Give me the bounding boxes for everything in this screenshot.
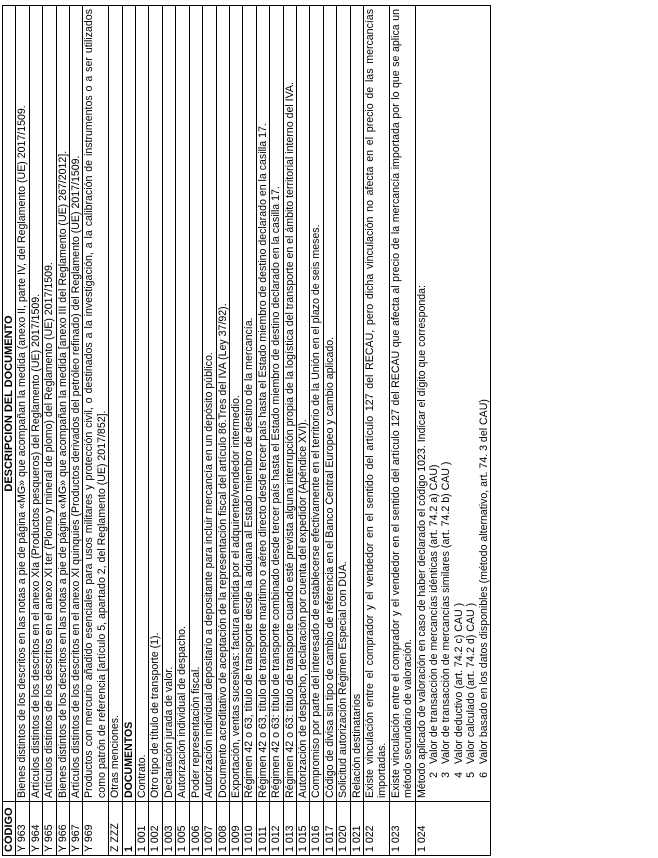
option-text: Valor deductivo (art. 74.2 c) CAU ) [452,602,465,764]
table-row [43,6,56,856]
row-description: Contrato. [136,6,149,802]
document-codes-table [2,5,491,856]
row-code: 1 008 [216,802,229,856]
row-code: 1 016 [310,802,323,856]
section-row [122,6,135,856]
row-code: Y 969 [83,802,109,856]
table-row [203,6,216,856]
row-code: 1 011 [256,802,269,856]
table-row [162,6,175,856]
option-digit: 2 [428,772,440,778]
option-digit: 5 [465,772,478,778]
option-digit: 6 [477,772,490,778]
row-code: Y 964 [29,802,42,856]
row-description: Autorización individual depositario a depositante para incluir mercancía en un depósito público. [203,6,216,802]
method-options [428,9,490,798]
row-description: Otro tipo de título de transporte (1). [149,6,162,802]
row-description: Poder representación fiscal. [189,6,202,802]
option-digit: 3 [440,772,453,778]
row-code: 1 021 [350,802,363,856]
row-description: Compromiso por parte del interesado de establecerse efectivamente en el territorio de la Unión en el plazo de seis meses. [310,6,323,802]
row-description: Artículos distintos de los descritos en el anexo XIa (Productos pesqueros) del Reglamento (UE) 2017/1509. [29,6,42,802]
table-row [270,6,283,856]
row-description: Régimen 42 o 63: título de transporte cuando esté prevista alguna interrupción propia de la logística del transporte en el ámbito territorial interno del IVA. [283,6,296,802]
row-code: 1 022 [363,802,389,856]
row-description: Existe vinculación entre el comprador y el vendedor en el sentido del artículo 127 del RECAU, pero dicha vinculación no afecta en el precio de las mercancías importadas. [363,6,389,802]
row-code: Y 963 [16,802,29,856]
row-description: Solicitud autorización Régimen Especial con DUA. [337,6,350,802]
option-digit: 4 [452,772,465,778]
row-description [415,6,490,802]
row-code: Y 967 [70,802,83,856]
row-description: Régimen 42 o 63, título de transporte desde la aduana al Estado miembro de destino de la mercancía. [243,6,256,802]
table-row [389,6,415,856]
table-row [189,6,202,856]
table-row [216,6,229,856]
table-row [56,6,69,856]
row-code: 1 012 [270,802,283,856]
row-description: Régimen 42 o 63: título de transporte combinado desde tercer país hasta el Estado miembro de destino declarado en la casilla 17. [270,6,283,802]
header-code: CÓDIGO [3,802,16,856]
table-row [256,6,269,856]
row-code: Y 966 [56,802,69,856]
table-row [323,6,336,856]
option-text: Valor basado en los datos disponibles (método alternativo, art. 74. 3 del CAU) [477,399,490,764]
row-code: 1 013 [283,802,296,856]
table-row [363,6,389,856]
table-row [296,6,309,856]
row-code: 1 023 [389,802,415,856]
row-code: 1 001 [136,802,149,856]
row-description: DOCUMENTOS [122,6,135,802]
table-row [136,6,149,856]
row-description: Autorización de despacho, declaración por cuenta del expedidor (Apéndice XVI). [296,6,309,802]
table-row [70,6,83,856]
row-description: Exportación, ventas sucesivas: factura emitida por el adquirente/vendedor intermedio. [229,6,242,802]
table-row [149,6,162,856]
table-row [350,6,363,856]
table-row [243,6,256,856]
table-row [29,6,42,856]
row-code: Y 965 [43,802,56,856]
row-code: 1 003 [162,802,175,856]
row-description: Bienes distintos de los descritos en las notas a pie de página «MG» que acompañan la medida (anexo II, parte IV, del Reglamento (UE) 2017/1509. [16,6,29,802]
row-description: Autorización individual de despacho. [176,6,189,802]
method-intro: Método aplicado de valoración en caso de haber declarado el código 1023. Indicar el dígito que corresponda: [415,285,428,798]
row-code: 1 005 [176,802,189,856]
row-description: Artículos distintos de los descritos en el anexo XI ter (Plomo y mineral de plomo) del Reglamento (UE) 2017/1509. [43,6,56,802]
row-description: Declaración jurada de valor. [162,6,175,802]
method-option [478,9,490,798]
method-option [453,9,465,798]
table-row [109,6,122,856]
table-row [176,6,189,856]
row-description: Relación destinatarios [350,6,363,802]
table-row [337,6,350,856]
row-code: 1 010 [243,802,256,856]
table-row [83,6,109,856]
row-description: Código de divisa sin tipo de cambio de referencia en el Banco Central Europeo y cambio aplicado. [323,6,336,802]
row-code: Z ZZZ [109,802,122,856]
row-description: Productos con mercurio añadido esenciales para usos militares y protección civil, o destinados a la investigación, a la calibración de instrumentos o a ser utilizados como patrón de referencia [artículo 5, apartado 2, del Reglamento (UE) 2017/852]. [83,6,109,802]
row-code: 1 006 [189,802,202,856]
option-text: Valor de transacción de mercancías idénticas (art. 74.2 a) CAU) [428,464,440,764]
row-code: 1 002 [149,802,162,856]
method-option [440,9,452,798]
row-description: Documento acreditativo de aceptación de la representación fiscal del artículo 86.Tres del IVA (Ley 37/92). [216,6,229,802]
method-option [428,9,440,798]
row-description: Régimen 42 o 63, título de transporte marítimo o aéreo directo desde tercer país hasta el Estado miembro de destino declarado en la casilla 17. [256,6,269,802]
row-code: 1 009 [229,802,242,856]
row-code: 1 024 [415,802,490,856]
row-code: 1 007 [203,802,216,856]
row-description: Otras menciones. [109,6,122,802]
table-row [310,6,323,856]
table-row [16,6,29,856]
row-description: Artículos distintos de los descritos en el anexo XI quinquies (Productos derivados del petróleo refinado) del Reglamento (UE) 2017/1509. [70,6,83,802]
row-description: Bienes distintos de los descritos en las notas a pie de página «MG» que acompañan la medida [anexo III del Reglamento (UE) 267/2012]. [56,6,69,802]
option-text: Valor de transacción de mercancías similares (art. 74.2 b) CAU ) [440,461,453,764]
table-row [415,6,490,856]
method-option [465,9,477,798]
row-code: 1 015 [296,802,309,856]
table-header [3,6,16,856]
row-code: 1 020 [337,802,350,856]
option-text: Valor calculado (art. 74.2 d) CAU ) [465,602,478,764]
table-row [283,6,296,856]
row-code: 1 [122,802,135,856]
row-description: Existe vinculación entre el comprador y el vendedor en el sentido del artículo 127 del RECAU que afecta al precio de la mercancía importada por lo que se aplica un método secundario de valoración. [389,6,415,802]
header-description: DESCRIPCIÓN DEL DOCUMENTO [3,6,16,802]
row-code: 1 017 [323,802,336,856]
table-row [229,6,242,856]
